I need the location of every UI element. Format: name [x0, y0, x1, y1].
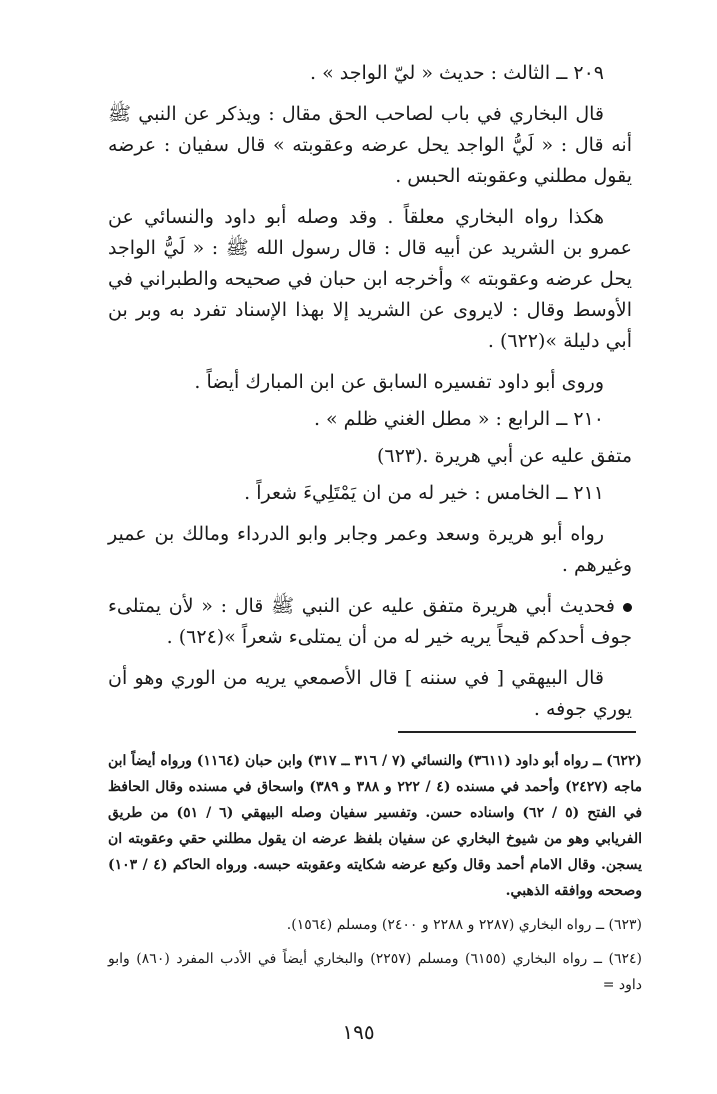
paragraph-bayhaqi: قال البيهقي [ في سننه ] قال الأصمعي يريه من الوري وهو أن يوري جوفه .	[108, 667, 632, 720]
paragraph-bukhari-chapter: قال البخاري في باب لصاحب الحق مقال : ويذكر عن النبي ﷺ أنه قال : « لَيُّ الواجد يحل عرضه وعقوبته » قال سفيان : عرضه يقول مطلني وعقوبته الحبس .	[108, 103, 632, 187]
footnote-624: (٦٢٤) ــ رواه البخاري (٦١٥٥) ومسلم (٢٢٥٧) والبخاري أيضاً في الأدب المفرد (٨٦٠) وابو داود =	[108, 951, 642, 993]
heading-211: ٢١١ ــ الخامس : خير له من ان يَمْتَلِيءَ شعراً .	[244, 482, 604, 504]
paragraph-isnad: هكذا رواه البخاري معلقاً . وقد وصله أبو داود والنسائي عن عمرو بن الشريد عن أبيه قال : قال رسول الله ﷺ : « لَيُّ الواجد يحل عرضه وعقوبته » وأخرجه ابن حبان في صحيحه والطبراني في الأوسط وقال : لايروى عن الشريد إلا بهذا الإسناد تفرد به وبر بن أبي دليلة »(٦٢٢) .	[108, 206, 632, 352]
paragraph-abu-hurayra-text: فحديث أبي هريرة متفق عليه عن النبي ﷺ قال : « لأن يمتلىء جوف أحدكم قيحاً يريه خير له من أن يمتلىء شعراً »(٦٢٤) .	[108, 595, 632, 648]
bullet-icon	[623, 603, 632, 612]
paragraph-muttafaq: متفق عليه عن أبي هريرة .(٦٢٣)	[376, 445, 632, 467]
heading-209: ٢٠٩ ــ الثالث : حديث « ليّ الواجد » .	[309, 62, 604, 84]
paragraph-narrators: رواه أبو هريرة وسعد وعمر وجابر وابو الدرداء ومالك بن عمير وغيرهم .	[108, 523, 632, 576]
page-number: ١٩٥	[342, 1020, 375, 1044]
footnotes	[108, 748, 642, 1006]
heading-210: ٢١٠ ــ الرابع : « مطل الغني ظلم » .	[313, 408, 604, 430]
paragraph-abu-hurayra-hadith	[108, 591, 632, 653]
footnote-divider	[398, 731, 636, 733]
paragraph-abu-dawud-tafsir: وروى أبو داود تفسيره السابق عن ابن المبارك أيضاً .	[194, 371, 604, 393]
footnote-623: (٦٢٣) ــ رواه البخاري (٢٢٨٧ و ٢٢٨٨ و ٢٤٠٠) ومسلم (١٥٦٤).	[286, 917, 642, 933]
footnote-622: (٦٢٢) ــ رواه أبو داود (٣٦١١) والنسائي (٧ / ٣١٦ ــ ٣١٧) وابن حبان (١١٦٤) ورواه أيضاً ابن ماجه (٢٤٢٧) وأحمد في مسنده (٤ / ٢٢٢ و ٣٨٨ و ٣٨٩) واسحاق في مسنده وقال الحافظ في الفتح (٥ / ٦٢) واسناده حسن. وتفسير سفيان وصله البيهقي (٦ / ٥١) من طريق الفريابي وهو من شيوخ البخاري عن سفيان بلفظ عرضه ان يقول مطلني حقي وعقوبته ان يسجن. وقال الامام أحمد وقال وكيع عرضه شكايته وعقوبته حبسه. ورواه الحاكم (٤ / ١٠٣) وصححه ووافقه الذهبي.	[108, 753, 643, 899]
main-text	[108, 58, 632, 735]
